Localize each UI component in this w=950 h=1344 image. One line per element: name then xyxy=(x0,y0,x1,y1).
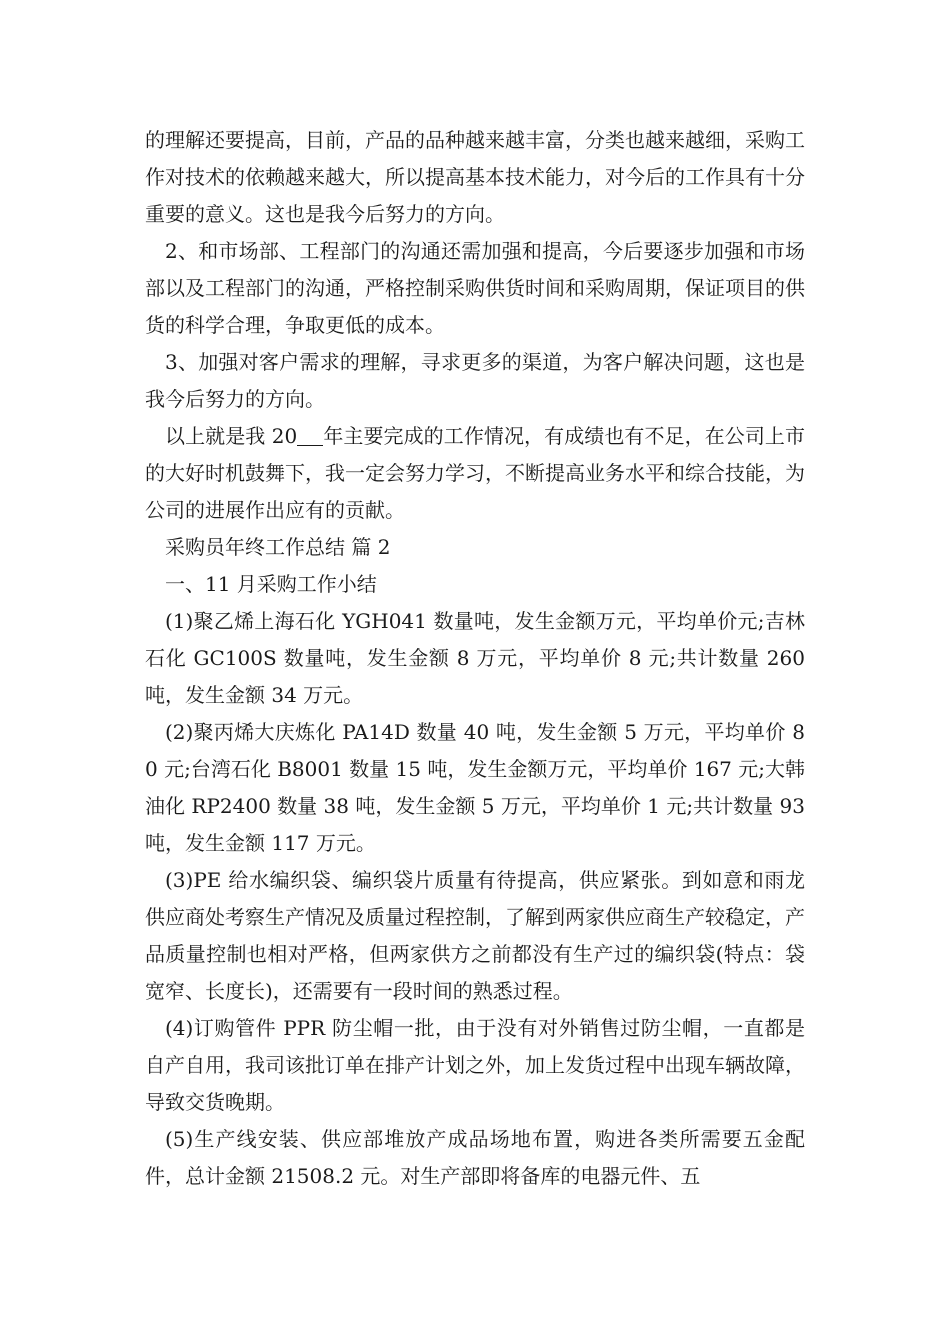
paragraph-summary xyxy=(145,418,805,529)
paragraph-item-3: 3、加强对客户需求的理解，寻求更多的渠道，为客户解决问题，这也是我今后努力的方向。 xyxy=(145,350,805,411)
summary-text-before: 以上就是我 20 xyxy=(165,424,298,448)
year-blank xyxy=(297,423,323,446)
list-item-3: (3)PE 给水编织袋、编织袋片质量有待提高，供应紧张。到如意和雨龙供应商处考察生产情况及质量过程控制，了解到两家供应商生产较稳定，产品质量控制也相对严格，但两家供方之前都没有生产过的编织袋(特点：袋宽窄、长度长)，还需要有一段时间的熟悉过程。 xyxy=(145,868,805,1003)
subsection-title: 一、11 月采购工作小结 xyxy=(165,572,377,596)
paragraph-item-2: 2、和市场部、工程部门的沟通还需加强和提高，今后要逐步加强和市场部以及工程部门的沟通，严格控制采购供货时间和采购周期，保证项目的供货的科学合理，争取更低的成本。 xyxy=(145,239,805,337)
list-item-1: (1)聚乙烯上海石化 YGH041 数量吨，发生金额万元，平均单价元;吉林石化 GC100S 数量吨，发生金额 8 万元，平均单价 8 元;共计数量 260 吨，发生金额 34 万元。 xyxy=(145,609,805,707)
section-title: 采购员年终工作总结 篇 2 xyxy=(165,535,391,559)
list-item-2: (2)聚丙烯大庆炼化 PA14D 数量 40 吨，发生金额 5 万元，平均单价 80 元;台湾石化 B8001 数量 15 吨，发生金额万元，平均单价 167 元;大韩油化 RP2400 数量 38 吨，发生金额 5 万元，平均单价 1 元;共计数量 93 吨，发生金额 117 万元。 xyxy=(145,720,805,855)
document-page xyxy=(145,122,805,1195)
paragraph-intro-continuation: 的理解还要提高，目前，产品的品种越来越丰富，分类也越来越细，采购工作对技术的依赖越来越大，所以提高基本技术能力，对今后的工作具有十分重要的意义。这也是我今后努力的方向。 xyxy=(145,128,805,226)
summary-text-after: 年主要完成的工作情况，有成绩也有不足，在公司上市的大好时机鼓舞下，我一定会努力学习，不断提高业务水平和综合技能，为公司的进展作出应有的贡献。 xyxy=(145,424,805,522)
list-item-4: (4)订购管件 PPR 防尘帽一批，由于没有对外销售过防尘帽，一直都是自产自用，我司该批订单在排产计划之外，加上发货过程中出现车辆故障，导致交货晚期。 xyxy=(145,1016,805,1114)
list-item-5: (5)生产线安装、供应部堆放产成品场地布置，购进各类所需要五金配件，总计金额 21508.2 元。对生产部即将备库的电器元件、五 xyxy=(145,1127,805,1188)
